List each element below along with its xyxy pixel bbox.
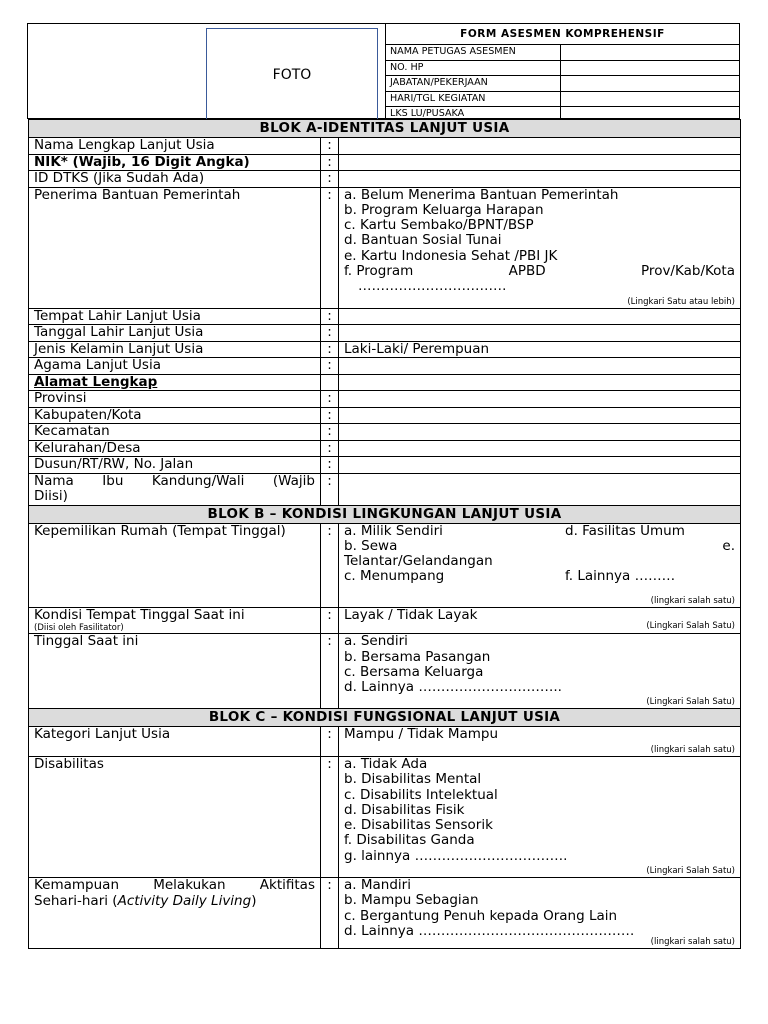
colon: : bbox=[321, 523, 339, 607]
row-label bbox=[29, 878, 321, 949]
option-item[interactable]: d. Lainnya ………………………….. bbox=[344, 679, 562, 696]
row-label: NIK* (Wajib, 16 Digit Angka) bbox=[29, 154, 321, 171]
colon: : bbox=[321, 607, 339, 634]
option-item[interactable]: f. Disabilitas Ganda bbox=[344, 832, 475, 849]
table-row bbox=[29, 391, 741, 408]
option-item[interactable]: c. Menumpang bbox=[344, 568, 445, 585]
row-label: Kategori Lanjut Usia bbox=[29, 727, 321, 757]
table-row bbox=[29, 878, 741, 949]
table-row bbox=[29, 374, 741, 391]
label-word: Kandung/Wali bbox=[151, 472, 245, 489]
label-word: Aktifitas bbox=[259, 877, 315, 894]
row-label: Tanggal Lahir Lanjut Usia bbox=[29, 325, 321, 342]
label-word: ) bbox=[251, 892, 257, 909]
value-tanggal-lahir[interactable] bbox=[339, 325, 741, 342]
value-bantuan[interactable] bbox=[339, 187, 741, 308]
label-word: (Wajib bbox=[272, 472, 315, 489]
option-item[interactable]: c. Bersama Keluarga bbox=[344, 663, 484, 680]
option-line bbox=[344, 539, 735, 554]
colon: : bbox=[321, 325, 339, 342]
option-f-part: APBD bbox=[508, 262, 546, 279]
label-word: Nama bbox=[34, 472, 74, 489]
table-row bbox=[29, 424, 741, 441]
table-row bbox=[29, 358, 741, 375]
row-label: Kelurahan/Desa bbox=[29, 440, 321, 457]
row-label: Provinsi bbox=[29, 391, 321, 408]
colon: : bbox=[321, 457, 339, 474]
option-item[interactable]: f. Lainnya ……… bbox=[565, 568, 676, 585]
value-agama[interactable] bbox=[339, 358, 741, 375]
value-kabupaten[interactable] bbox=[339, 407, 741, 424]
adl-label-line bbox=[34, 878, 315, 894]
field-label-lks: LKS LU/PUSAKA bbox=[386, 107, 561, 122]
value-tempat-lahir[interactable] bbox=[339, 308, 741, 325]
option-item[interactable]: c. Disabilits Intelektual bbox=[344, 786, 498, 803]
block-b-header bbox=[29, 505, 741, 523]
instruction-note: (Lingkari Salah Satu) bbox=[646, 697, 735, 708]
form-field-row bbox=[386, 45, 739, 61]
table-row bbox=[29, 440, 741, 457]
table-row bbox=[29, 407, 741, 424]
field-label-petugas: NAMA PETUGAS ASESMEN bbox=[386, 45, 561, 60]
row-label: Jenis Kelamin Lanjut Usia bbox=[29, 341, 321, 358]
alamat-heading: Alamat Lengkap bbox=[34, 373, 158, 390]
option-item[interactable]: d. Fasilitas Umum bbox=[565, 522, 685, 539]
value-provinsi[interactable] bbox=[339, 391, 741, 408]
label-word: Sehari-hari ( bbox=[34, 892, 118, 909]
block-b-title: BLOK B – KONDISI LINGKUNGAN LANJUT USIA bbox=[29, 505, 741, 523]
value-rumah[interactable] bbox=[339, 523, 741, 607]
block-c-title: BLOK C – KONDISI FUNGSIONAL LANJUT USIA bbox=[29, 709, 741, 727]
table-row bbox=[29, 727, 741, 757]
option-item[interactable]: a. Belum Menerima Bantuan Pemerintah bbox=[344, 186, 619, 203]
option-item[interactable]: b. Disabilitas Mental bbox=[344, 771, 482, 788]
option-item[interactable]: a. Sendiri bbox=[344, 633, 408, 650]
field-value-jabatan[interactable] bbox=[561, 76, 739, 91]
table-row bbox=[29, 325, 741, 342]
option-item[interactable]: e. bbox=[722, 537, 735, 554]
table-row bbox=[29, 138, 741, 155]
option-item[interactable]: b. Program Keluarga Harapan bbox=[344, 201, 544, 218]
row-label bbox=[29, 473, 321, 505]
table-row bbox=[29, 154, 741, 171]
table-row bbox=[29, 634, 741, 709]
value-kategori[interactable] bbox=[339, 727, 741, 757]
option-item[interactable]: g. lainnya ……………………………. bbox=[344, 847, 568, 864]
form-title: FORM ASESMEN KOMPREHENSIF bbox=[386, 24, 739, 45]
colon: : bbox=[321, 473, 339, 505]
colon: : bbox=[321, 391, 339, 408]
row-label: Agama Lanjut Usia bbox=[29, 358, 321, 375]
colon: : bbox=[321, 407, 339, 424]
option-item[interactable]: c. Kartu Sembako/BPNT/BSP bbox=[344, 217, 534, 234]
table-row bbox=[29, 187, 741, 308]
value-kondisi[interactable] bbox=[339, 607, 741, 634]
option-item[interactable]: e. Kartu Indonesia Sehat /PBI JK bbox=[344, 247, 558, 264]
value-dtks[interactable] bbox=[339, 171, 741, 188]
block-c-header bbox=[29, 709, 741, 727]
value-adl[interactable] bbox=[339, 878, 741, 949]
value-nik[interactable] bbox=[339, 154, 741, 171]
table-row bbox=[29, 171, 741, 188]
label-word: Kemampuan bbox=[34, 877, 120, 894]
colon: : bbox=[321, 171, 339, 188]
option-item[interactable] bbox=[344, 264, 735, 279]
row-label: Nama Lengkap Lanjut Usia bbox=[29, 138, 321, 155]
field-value-petugas[interactable] bbox=[561, 45, 739, 60]
form-field-row bbox=[386, 76, 739, 92]
option-item[interactable]: Mampu / Tidak Mampu bbox=[344, 726, 499, 743]
option-f-part: f. Program bbox=[344, 262, 414, 279]
block-a-header bbox=[29, 120, 741, 138]
option-item[interactable]: b. Mampu Sebagian bbox=[344, 892, 479, 909]
table-row bbox=[29, 457, 741, 474]
value-ibu[interactable] bbox=[339, 473, 741, 505]
table-row bbox=[29, 756, 741, 877]
instruction-note: (lingkari salah satu) bbox=[650, 595, 735, 606]
field-label-hari: HARI/TGL KEGIATAN bbox=[386, 92, 561, 107]
colon: : bbox=[321, 727, 339, 757]
colon: : bbox=[321, 878, 339, 949]
value-disabilitas[interactable] bbox=[339, 756, 741, 877]
option-item[interactable]: a. Tidak Ada bbox=[344, 755, 428, 772]
ibu-label-line bbox=[34, 474, 315, 490]
table-row bbox=[29, 473, 741, 505]
row-label: Tinggal Saat ini bbox=[29, 634, 321, 709]
option-item[interactable]: a. Mandiri bbox=[344, 877, 411, 894]
row-label: Disabilitas bbox=[29, 756, 321, 877]
option-item[interactable]: d. Bantuan Sosial Tunai bbox=[344, 232, 502, 249]
adl-label-line bbox=[34, 894, 315, 910]
colon: : bbox=[321, 138, 339, 155]
photo-label: FOTO bbox=[272, 67, 312, 83]
colon: : bbox=[321, 154, 339, 171]
instruction-note: (Lingkari Satu atau lebih) bbox=[627, 296, 735, 307]
block-a-title: BLOK A-IDENTITAS LANJUT USIA bbox=[29, 120, 741, 138]
table-row bbox=[29, 341, 741, 358]
option-item[interactable]: e. Disabilitas Sensorik bbox=[344, 817, 493, 834]
instruction-note: (Lingkari Salah Satu) bbox=[646, 621, 735, 632]
colon: : bbox=[321, 358, 339, 375]
instruction-note: (lingkari salah satu) bbox=[650, 937, 735, 948]
option-item[interactable]: b. Bersama Pasangan bbox=[344, 648, 491, 665]
row-label: Tempat Lahir Lanjut Usia bbox=[29, 308, 321, 325]
label-subtext: (Diisi oleh Fasilitator) bbox=[34, 623, 124, 634]
field-value-hp[interactable] bbox=[561, 61, 739, 76]
row-label: Kabupaten/Kota bbox=[29, 407, 321, 424]
colon: : bbox=[321, 424, 339, 441]
value-kelurahan[interactable] bbox=[339, 440, 741, 457]
option-item[interactable]: b. Sewa bbox=[344, 537, 398, 554]
row-label: Dusun/RT/RW, No. Jalan bbox=[29, 457, 321, 474]
option-item[interactable]: d. Lainnya ………………………………………… bbox=[344, 922, 635, 939]
table-row bbox=[29, 607, 741, 634]
option-f-part: Prov/Kab/Kota bbox=[641, 262, 735, 279]
label-word: Activity Daily Living bbox=[117, 892, 252, 909]
option-f-dots: …………………………… bbox=[358, 278, 507, 295]
table-row bbox=[29, 308, 741, 325]
form-field-row bbox=[386, 61, 739, 77]
field-label-hp: NO. HP bbox=[386, 61, 561, 76]
colon: : bbox=[321, 341, 339, 358]
assessment-table bbox=[28, 119, 741, 949]
value-nama[interactable] bbox=[339, 138, 741, 155]
row-label bbox=[29, 607, 321, 634]
value-dusun[interactable] bbox=[339, 457, 741, 474]
value-tinggal[interactable] bbox=[339, 634, 741, 709]
label-word: Diisi) bbox=[34, 488, 68, 505]
option-line bbox=[344, 524, 735, 539]
colon: : bbox=[321, 634, 339, 709]
value-empty bbox=[339, 374, 741, 391]
colon: : bbox=[321, 308, 339, 325]
row-label: ID DTKS (Jika Sudah Ada) bbox=[29, 171, 321, 188]
table-row bbox=[29, 523, 741, 607]
option-item[interactable]: Layak / Tidak Layak bbox=[344, 606, 478, 623]
value-jenis-kelamin[interactable]: Laki-Laki/ Perempuan bbox=[339, 341, 741, 358]
colon: : bbox=[321, 756, 339, 877]
option-line bbox=[344, 569, 735, 584]
photo-box bbox=[206, 28, 378, 122]
option-item-cont: Telantar/Gelandangan bbox=[344, 553, 493, 570]
row-label: Penerima Bantuan Pemerintah bbox=[29, 187, 321, 308]
form-header bbox=[27, 23, 740, 119]
option-item[interactable]: a. Milik Sendiri bbox=[344, 522, 443, 539]
field-label-jabatan: JABATAN/PEKERJAAN bbox=[386, 76, 561, 91]
field-value-hari[interactable] bbox=[561, 92, 739, 107]
label-text: Kondisi Tempat Tinggal Saat ini bbox=[34, 606, 245, 623]
colon: : bbox=[321, 187, 339, 308]
row-label: Kepemilikan Rumah (Tempat Tinggal) bbox=[29, 523, 321, 607]
instruction-note: (Lingkari Salah Satu) bbox=[646, 866, 735, 877]
value-kecamatan[interactable] bbox=[339, 424, 741, 441]
form-field-row bbox=[386, 92, 739, 108]
option-item[interactable]: d. Disabilitas Fisik bbox=[344, 801, 465, 818]
label-word: Ibu bbox=[102, 472, 124, 489]
row-label bbox=[29, 374, 321, 391]
row-label: Kecamatan bbox=[29, 424, 321, 441]
colon bbox=[321, 374, 339, 391]
option-item[interactable]: c. Bergantung Penuh kepada Orang Lain bbox=[344, 907, 618, 924]
instruction-note: (lingkari salah satu) bbox=[650, 744, 735, 755]
colon: : bbox=[321, 440, 339, 457]
form-info-panel bbox=[385, 24, 739, 118]
label-word: Melakukan bbox=[153, 877, 226, 894]
